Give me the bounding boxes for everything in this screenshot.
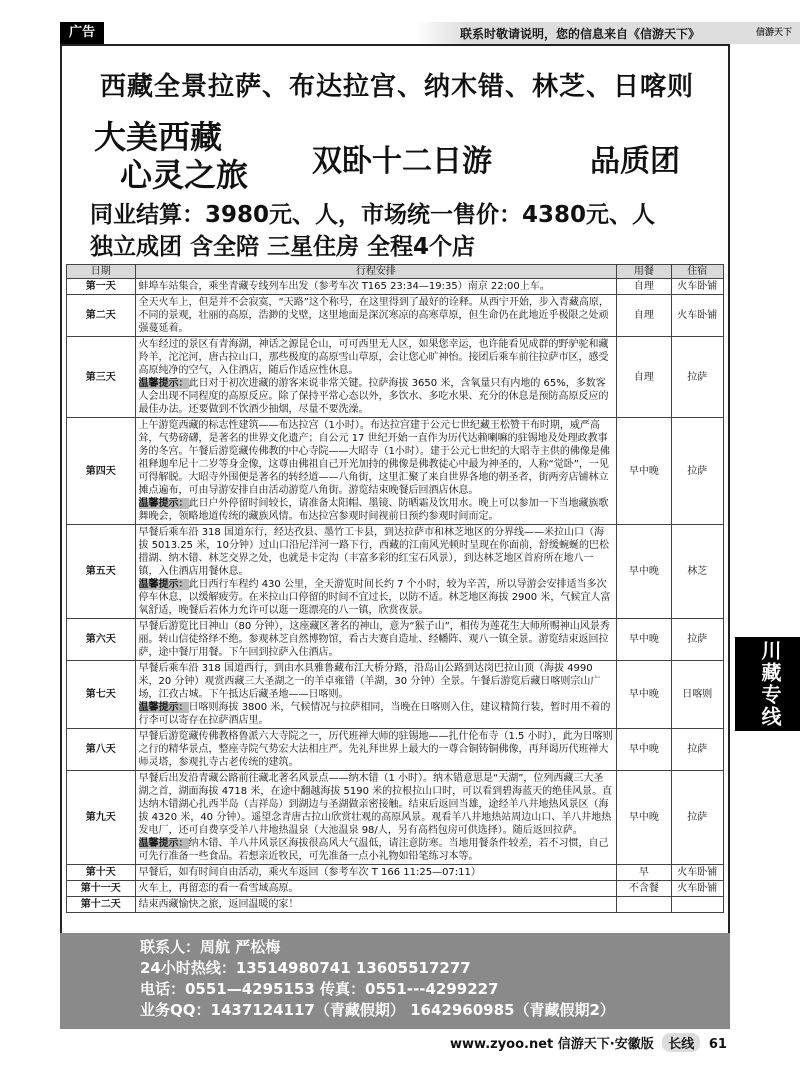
contact-box — [60, 933, 730, 1029]
row-stay: 林芝 — [671, 525, 723, 619]
slogan-a: 大美西藏 — [94, 118, 223, 156]
row-meal: 自理 — [617, 279, 671, 295]
contact-qq: 业务QQ：1437124117（青藏假期） 1642960985（青藏假期2） — [140, 1001, 615, 1019]
col-date: 日期 — [67, 265, 136, 279]
row-day: 第三天 — [67, 337, 136, 418]
row-meal: 早 — [617, 865, 671, 881]
tip-label: 温馨提示： — [138, 378, 189, 389]
plan-text: 蚌埠车站集合，乘坐青藏专线列车出发（参考车次 T165 23:34—19:35）南京 22:00上车。 — [138, 281, 550, 292]
row-meal: 自理 — [617, 295, 671, 337]
tip-text: 此日西行车程约 430 公里，全天游览时间长约 7 个小时，较为辛苦，所以导游会安排适当多次停车休息，以缓解疲劳。在米拉山口停留的时间不宜过长，以防不适。林芝地区海拔 2900 米，气候宜人富氧舒适，晚餐后若体力允许可以逛一逛漂亮的八一镇，欣赏夜景。 — [138, 579, 611, 616]
row-stay: 拉萨 — [671, 418, 723, 525]
row-stay: 火车卧铺 — [671, 295, 723, 337]
row-stay: 日喀则 — [671, 661, 723, 729]
row-day: 第六天 — [67, 619, 136, 661]
slogan-c: 双卧十二日游 — [312, 144, 492, 179]
row-plan — [135, 525, 617, 619]
tip-text: 日喀则海拔 3800 米，气候情况与拉萨相同，当晚在日喀则入住，建议精简行装，暂时用不着的行李可以寄存在拉萨酒店里。 — [138, 702, 611, 726]
row-meal: 早中晚 — [617, 661, 671, 729]
itinerary-table — [66, 264, 724, 913]
table-row — [67, 771, 724, 865]
plan-text: 早餐后，如有时间自由活动，乘火车返回（参考车次 T 166 11:25—07:11） — [138, 867, 481, 878]
row-day: 第八天 — [67, 729, 136, 771]
ad-tag: 广告 — [60, 22, 104, 44]
row-day: 第七天 — [67, 661, 136, 729]
footer-page: 61 — [708, 1037, 727, 1052]
plan-text: 结束西藏愉快之旅，返回温暖的家！ — [138, 899, 299, 910]
slogan-d: 品质团 — [590, 144, 680, 179]
top-bar — [60, 22, 800, 44]
row-stay: 拉萨 — [671, 337, 723, 418]
col-meal: 用餐 — [617, 265, 671, 279]
plan-text: 上午游览西藏的标志性建筑——布达拉宫（1小时）。布达拉宫建于公元七世纪藏王松赞干布时期，威严高耸，气势磅礴，是著名的世界文化遗产；自公元 17 世纪开始一直作为历代达赖喇嘛的驻锡地及处理政教事务的冬宫。午餐后游览藏传佛教的中心寺院——大昭寺（1小时）。建于公元七世纪的大昭寺主供的佛像是佛祖释迦牟尼十二岁等身金像，这尊由佛祖自己开光加持的佛像是佛教徒心中最为神圣的，人称“觉卧”，一见可得解脱。大昭寺外围便是著名的转经道——八角街，这里汇聚了来自世界各地的朝圣者，街两旁店铺林立摊点遍布，可由导游安排自由活动游览八角街。游览结束晚餐后回酒店休息。 — [138, 420, 610, 496]
table-row — [67, 295, 724, 337]
tip-label: 温馨提示： — [138, 702, 189, 713]
table-row — [67, 619, 724, 661]
row-stay — [671, 897, 723, 913]
contact-hotline: 24小时热线：13514980741 13605517277 — [140, 959, 471, 977]
plan-text: 早餐后游览藏传佛教格鲁派六大寺院之一，历代班禅大师的驻锡地——扎什伦布寺（1.5 小时），此为日喀则之行的精华景点，整座寺院气势宏大法相庄严。先礼拜世界上最大的一尊合铜铸铜佛像，再拜谒历代班禅大师灵塔，参观扎寺古老传统的建筑。 — [138, 731, 613, 768]
row-meal: 早中晚 — [617, 619, 671, 661]
table-row — [67, 661, 724, 729]
plan-text: 全天火车上，但是并不会寂寞，“天路”这个称号，在这里得到了最好的诠释。从西宁开始，步入青藏高原，不同的景观，壮丽的高原，浩渺的戈壁，这里地面是深沉寒凉的高寒草原，但生命仍在此地近乎极限之处顽强蔓延着。 — [138, 297, 609, 334]
tip-text: 此日户外停留时间较长，请准备太阳帽、墨镜、防晒霜及饮用水。晚上可以参加一下当地藏族歌舞晚会，领略地道传统的藏族风情。布达拉宫参观时间视前日预约参观时间而定。 — [138, 498, 609, 522]
row-day: 第十二天 — [67, 897, 136, 913]
plan-text: 早餐后出发沿青藏公路前往藏北著名风景点——纳木错（1 小时）。纳木错意思是“天湖”，位列西藏三大圣湖之首，湖面海拔 4718 米，在途中翻越海拔 5190 米的拉根拉山口时，可以看到碧海蓝天的绝佳风景。直达纳木错湖心扎西半岛（吉祥岛）到湖边与圣湖做亲密接触。结束后返回当雄，途经羊八井地热风景区（海拔 4320 米，40 分钟）。遥望念青唐古拉山欣赏壮观的高原风景。观看羊八井地热站周边山口、羊八井地热发电厂，还可自费享受羊八井地热温泉（大池温泉 98/人，另有高档包房可供选择）。随后返回拉萨。 — [138, 773, 613, 836]
row-meal: 早中晚 — [617, 418, 671, 525]
row-meal: 自理 — [617, 337, 671, 418]
row-plan — [135, 619, 617, 661]
extras-line: 独立成团 含全陪 三星住房 全程4个店 — [90, 234, 476, 260]
slogan-b: 心灵之旅 — [120, 156, 249, 194]
tip-label: 温馨提示： — [138, 579, 189, 590]
publication-logo: 信游天下 — [755, 28, 792, 38]
footer-publication: 信游天下·安徽版 — [557, 1037, 654, 1052]
plan-text: 火车上，再留恋的看一看雪域高原。 — [138, 883, 299, 894]
row-day: 第十一天 — [67, 881, 136, 897]
col-plan: 行程安排 — [135, 265, 617, 279]
row-stay: 拉萨 — [671, 729, 723, 771]
row-day: 第十天 — [67, 865, 136, 881]
table-row — [67, 418, 724, 525]
row-plan — [135, 729, 617, 771]
row-meal: 早中晚 — [617, 729, 671, 771]
source-note: 联系时敬请说明，您的信息来自《信游天下》 — [459, 27, 700, 41]
row-plan — [135, 897, 617, 913]
col-stay: 住宿 — [671, 265, 723, 279]
row-stay: 火车卧铺 — [671, 865, 723, 881]
row-stay: 火车卧铺 — [671, 881, 723, 897]
row-day: 第四天 — [67, 418, 136, 525]
row-meal: 早中晚 — [617, 771, 671, 865]
row-stay: 火车卧铺 — [671, 279, 723, 295]
row-day: 第五天 — [67, 525, 136, 619]
plan-text: 早餐后乘车沿 318 国道东行，经达孜县、墨竹工卡县，到达拉萨市和林芝地区的分界线——米拉山口（海拔 5013.25 米，10分钟）过山口沿尼洋河一路下行，西藏的江南风光顿时呈现在你面前，舒缓蜿蜒的巴松措湖、纳木错、林芝交界之处，也就是卡定沟（丰富多彩的红宝石风景），到达林芝地区首府所在地八一镇，入住酒店用餐休息。 — [138, 527, 609, 577]
ad-frame — [60, 44, 730, 994]
row-day: 第九天 — [67, 771, 136, 865]
table-row — [67, 897, 724, 913]
row-plan — [135, 295, 617, 337]
tip-label: 温馨提示： — [138, 838, 189, 849]
row-meal — [617, 897, 671, 913]
row-plan — [135, 865, 617, 881]
footer-url[interactable]: www.zyoo.net — [450, 1037, 554, 1052]
contact-phone: 电话：0551—4295153 传真：0551---4299227 — [140, 980, 499, 998]
price-line: 同业结算：3980元、人，市场统一售价：4380元、人 — [90, 202, 656, 228]
row-stay: 拉萨 — [671, 619, 723, 661]
row-stay: 拉萨 — [671, 771, 723, 865]
row-plan — [135, 881, 617, 897]
table-row — [67, 865, 724, 881]
row-plan — [135, 661, 617, 729]
tip-text: 此日对于初次进藏的游客来说非常关键。拉萨海拔 3650 米，含氧量只有内地的 65%，多数客人会出现不同程度的高原反应。除了保持平常心态以外，多饮水、多吃水果、充分的休息是预防高原反应的最佳办法。还要做到不饮酒少抽烟，尽量不要洗澡。 — [138, 378, 609, 415]
page-footer — [450, 1033, 727, 1052]
row-plan — [135, 279, 617, 295]
plan-text: 火车经过的景区有青海湖，神话之源昆仑山，可可西里无人区，如果您幸运，也许能看见成群的野驴驼和藏羚羊，沱沱河，唐古拉山口，那些极度的高原雪山草原，会让您心旷神怡。接团后乘车前往拉萨市区，感受高原纯净的空气，入住酒店，随后作适应性休息。 — [138, 339, 609, 376]
table-row — [67, 279, 724, 295]
row-day: 第一天 — [67, 279, 136, 295]
row-meal: 不含餐 — [617, 881, 671, 897]
plan-text: 早餐后游览比日神山（80 分钟），这座藏区著名的神山，意为“猴子山”，相传为莲花生大师所赐神山风景秀丽。转山信徒络绎不绝。参观林芝自然博物馆，看古夫赛自造址、经幡阵、观八一镇全景。游览结束返回拉萨，途中餐厅用餐。下午回到拉萨入住酒店。 — [138, 621, 610, 658]
side-tab: 川藏专线 — [735, 637, 800, 731]
row-plan — [135, 337, 617, 418]
table-row — [67, 729, 724, 771]
row-day: 第二天 — [67, 295, 136, 337]
plan-text: 早餐后乘车沿 318 国道西行，到由水具雅鲁藏布江大桥分路，沿岛山公路到达岗巴拉山顶（海拔 4990 米，20 分钟）观赏西藏三大圣湖之一的羊卓雍错（羊湖，30 分钟）全景。午餐后游览后藏日喀则宗山广场，江孜古城。下午抵达后藏圣地——日喀则。 — [138, 663, 601, 700]
table-row — [67, 525, 724, 619]
tip-text: 纳木错、羊八井风景区海拔很高风大气温低，请注意防寒。当地用餐条件较差，若不习惯，自己可先行准备一些食品。若想亲近牧民，可先准备一点小礼物如铅笔练习本等。 — [138, 838, 609, 862]
row-plan — [135, 771, 617, 865]
row-meal: 早中晚 — [617, 525, 671, 619]
table-row — [67, 337, 724, 418]
footer-section: 长线 — [662, 1033, 700, 1052]
row-plan — [135, 418, 617, 525]
headline: 西藏全景拉萨、布达拉宫、纳木错、林芝、日喀则 — [99, 72, 694, 102]
table-header — [67, 265, 724, 279]
contact-people: 联系人：周航 严松梅 — [140, 938, 281, 956]
tip-label: 温馨提示： — [138, 498, 189, 509]
table-row — [67, 881, 724, 897]
